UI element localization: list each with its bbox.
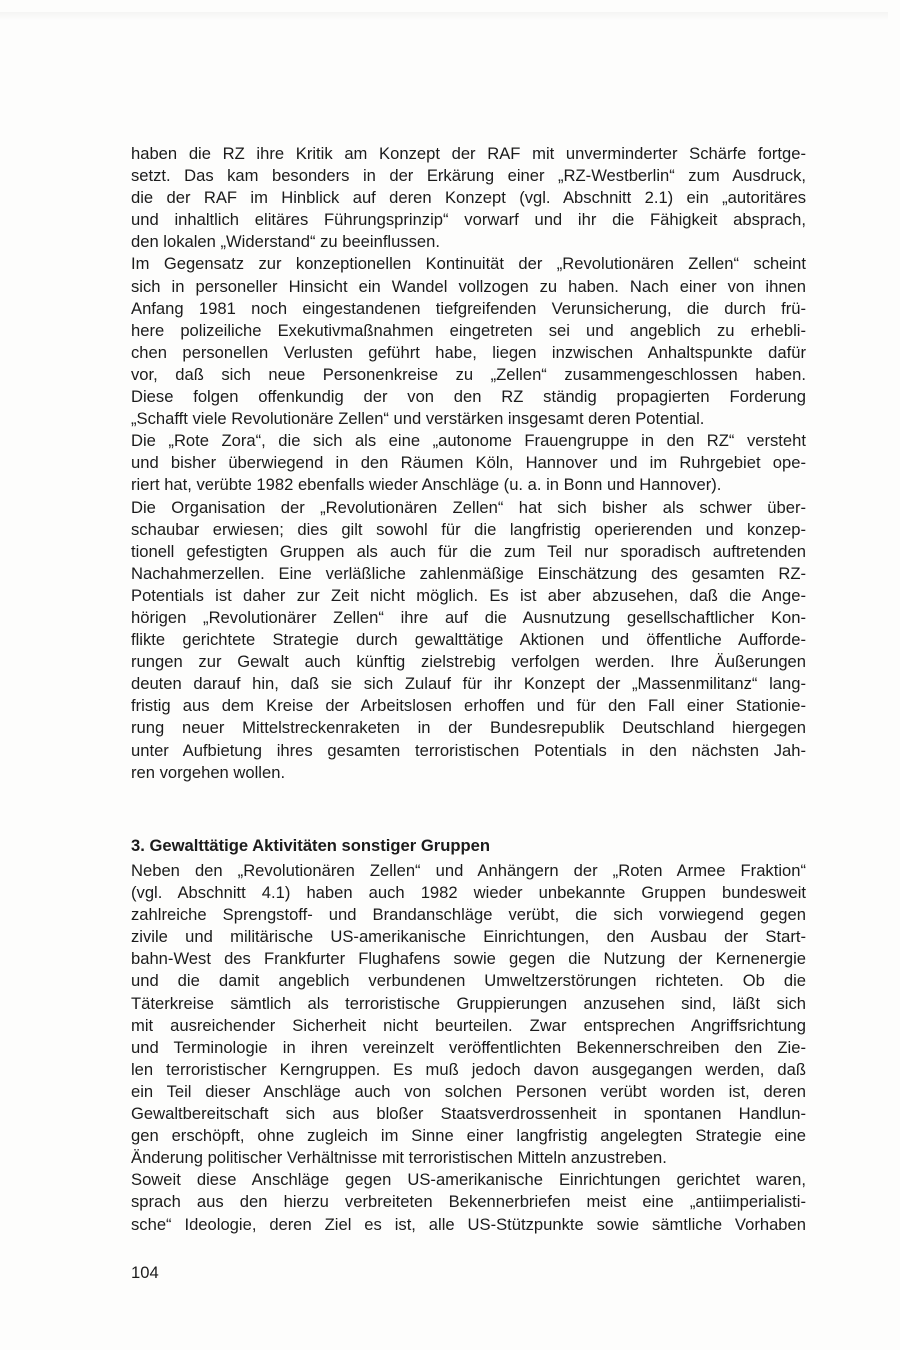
text-line: setzt. Das kam besonders in der Erkärung einer „RZ-Westberlin“ zum Ausdruck, [131, 166, 806, 186]
text-line: hörigen „Revolutionärer Zellen“ ihre auf die Ausnutzung gesellschaftlicher Kon- [131, 607, 806, 627]
text-line: und inhaltlich elitäres Führungsprinzip“ vorwarf und ihr die Fähigkeit absprach, [131, 210, 806, 230]
text-line: und bisher überwiegend in den Räumen Köln, Hannover und im Ruhrgebiet ope- [131, 453, 806, 473]
text-line: Diese folgen offenkundig der von den RZ ständig propagierten Forderung [131, 387, 806, 407]
text-line: Die Organisation der „Revolutionären Zellen“ hat sich bisher als schwer über- [131, 497, 806, 517]
text-line: zahlreiche Sprengstoff- und Brandanschläge verübt, die sich vorwiegend gegen [131, 905, 806, 925]
text-line: Die „Rote Zora“, die sich als eine „autonome Frauengruppe in den RZ“ versteht [131, 431, 806, 451]
text-line: und Terminologie in ihren vereinzelt veröffentlichten Bekennerschreiben den Zie- [131, 1037, 806, 1057]
section-heading: 3. Gewalttätige Aktivitäten sonstiger Gruppen [131, 836, 490, 855]
text-line: ren vorgehen wollen. [131, 762, 286, 782]
page-number: 104 [131, 1263, 159, 1282]
text-line: die der RAF im Hinblick auf deren Konzept (vgl. Abschnitt 2.1) ein „autoritäres [131, 188, 806, 208]
text-line: Gewaltbereitschaft sich aus bloßer Staatsverdrossenheit in spontanen Handlun- [131, 1104, 806, 1124]
text-line: sche“ Ideologie, deren Ziel es ist, alle US-Stützpunkte sowie sämtliche Vorhaben [131, 1214, 806, 1234]
text-line: Anfang 1981 noch eingestandenen tiefgreifenden Verunsicherung, die durch frü- [131, 298, 806, 318]
text-line: gen erschöpft, ohne zugleich im Sinne einer langfristig angelegten Strategie eine [131, 1126, 806, 1146]
text-line: deuten darauf hin, daß sie sich Zulauf für ihr Konzept der „Massenmilitanz“ lang- [131, 674, 806, 694]
text-line: schaubar erwiesen; dies gilt sowohl für die langfristig operierenden und konzep- [131, 519, 806, 539]
text-line: zivile und militärische US-amerikanische Einrichtungen, den Ausbau der Start- [131, 927, 806, 947]
body-text-top [131, 143, 806, 784]
text-line: sich in personeller Hinsicht ein Wandel vollzogen zu haben. Nach einer von ihnen [131, 276, 806, 296]
scan-edge [0, 12, 888, 20]
text-line: tionell gefestigten Gruppen als auch für die zum Teil nur sporadisch auftretenden [131, 541, 806, 561]
text-line: vor, daß sich neue Personenkreise zu „Zellen“ zusammengeschlossen haben. [131, 364, 806, 384]
text-line: len terroristischer Kerngruppen. Es muß jedoch davon ausgegangen werden, daß [131, 1059, 806, 1079]
text-line: den lokalen „Widerstand“ zu beeinflussen. [131, 232, 441, 252]
text-line: Änderung politischer Verhältnisse mit terroristischen Mitteln anzustreben. [131, 1148, 667, 1168]
text-line: ein Teil dieser Anschläge auch von solchen Personen verübt worden ist, deren [131, 1081, 806, 1101]
text-line: Potentials ist daher zur Zeit nicht möglich. Es ist aber abzusehen, daß die Ange- [131, 585, 806, 605]
text-line: Neben den „Revolutionären Zellen“ und Anhängern der „Roten Armee Fraktion“ [131, 861, 806, 880]
section-heading-container [131, 835, 806, 857]
text-line: „Schafft viele Revolutionäre Zellen“ und verstärken insgesamt deren Potential. [131, 409, 705, 429]
text-line: Nachahmerzellen. Eine verläßliche zahlenmäßige Einschätzung des gesamten RZ- [131, 563, 806, 583]
text-line: chen personellen Verlusten geführt habe, liegen inzwischen Anhaltspunkte dafür [131, 342, 806, 362]
text-line: fristig aus dem Kreise der Arbeitslosen erhoffen und für den Fall einer Stationie- [131, 696, 806, 716]
text-line: Im Gegensatz zur konzeptionellen Kontinuität der „Revolutionären Zellen“ scheint [131, 254, 806, 274]
text-line: und die damit angeblich verbundenen Umweltzerstörungen richteten. Ob die [131, 971, 806, 991]
text-line: bahn-West des Frankfurter Flughafens sowie gegen die Nutzung der Kernenergie [131, 949, 806, 969]
text-line: Soweit diese Anschläge gegen US-amerikanische Einrichtungen gerichtet waren, [131, 1170, 806, 1190]
text-line: haben die RZ ihre Kritik am Konzept der RAF mit unverminderter Schärfe fortge- [131, 144, 806, 163]
text-line: sprach aus den hierzu verbreiteten Bekennerbriefen meist eine „antiimperialisti- [131, 1192, 806, 1212]
text-line: mit ausreichender Sicherheit nicht beurteilen. Zwar entsprechen Angriffsrichtung [131, 1015, 806, 1035]
text-line: here polizeiliche Exekutivmaßnahmen eingetreten sei und angeblich zu erhebli- [131, 320, 806, 340]
text-line: (vgl. Abschnitt 4.1) haben auch 1982 wieder unbekannte Gruppen bundesweit [131, 883, 806, 903]
text-line: rung neuer Mittelstreckenraketen in der Bundesrepublik Deutschland hiergegen [131, 718, 806, 738]
text-line: unter Aufbietung ihres gesamten terroristischen Potentials in den nächsten Jah- [131, 740, 806, 760]
text-line: rungen zur Gewalt auch künftig zielstrebig verfolgen werden. Ihre Äußerungen [131, 652, 806, 672]
body-text-bottom [131, 860, 806, 1236]
text-line: Täterkreise sämtlich als terroristische Gruppierungen anzusehen sind, läßt sich [131, 993, 806, 1013]
text-line: flikte gerichtete Strategie durch gewalttätige Aktionen und öffentliche Aufforde- [131, 630, 806, 650]
text-line: riert hat, verübte 1982 ebenfalls wieder Anschläge (u. a. in Bonn und Hannover). [131, 475, 722, 495]
